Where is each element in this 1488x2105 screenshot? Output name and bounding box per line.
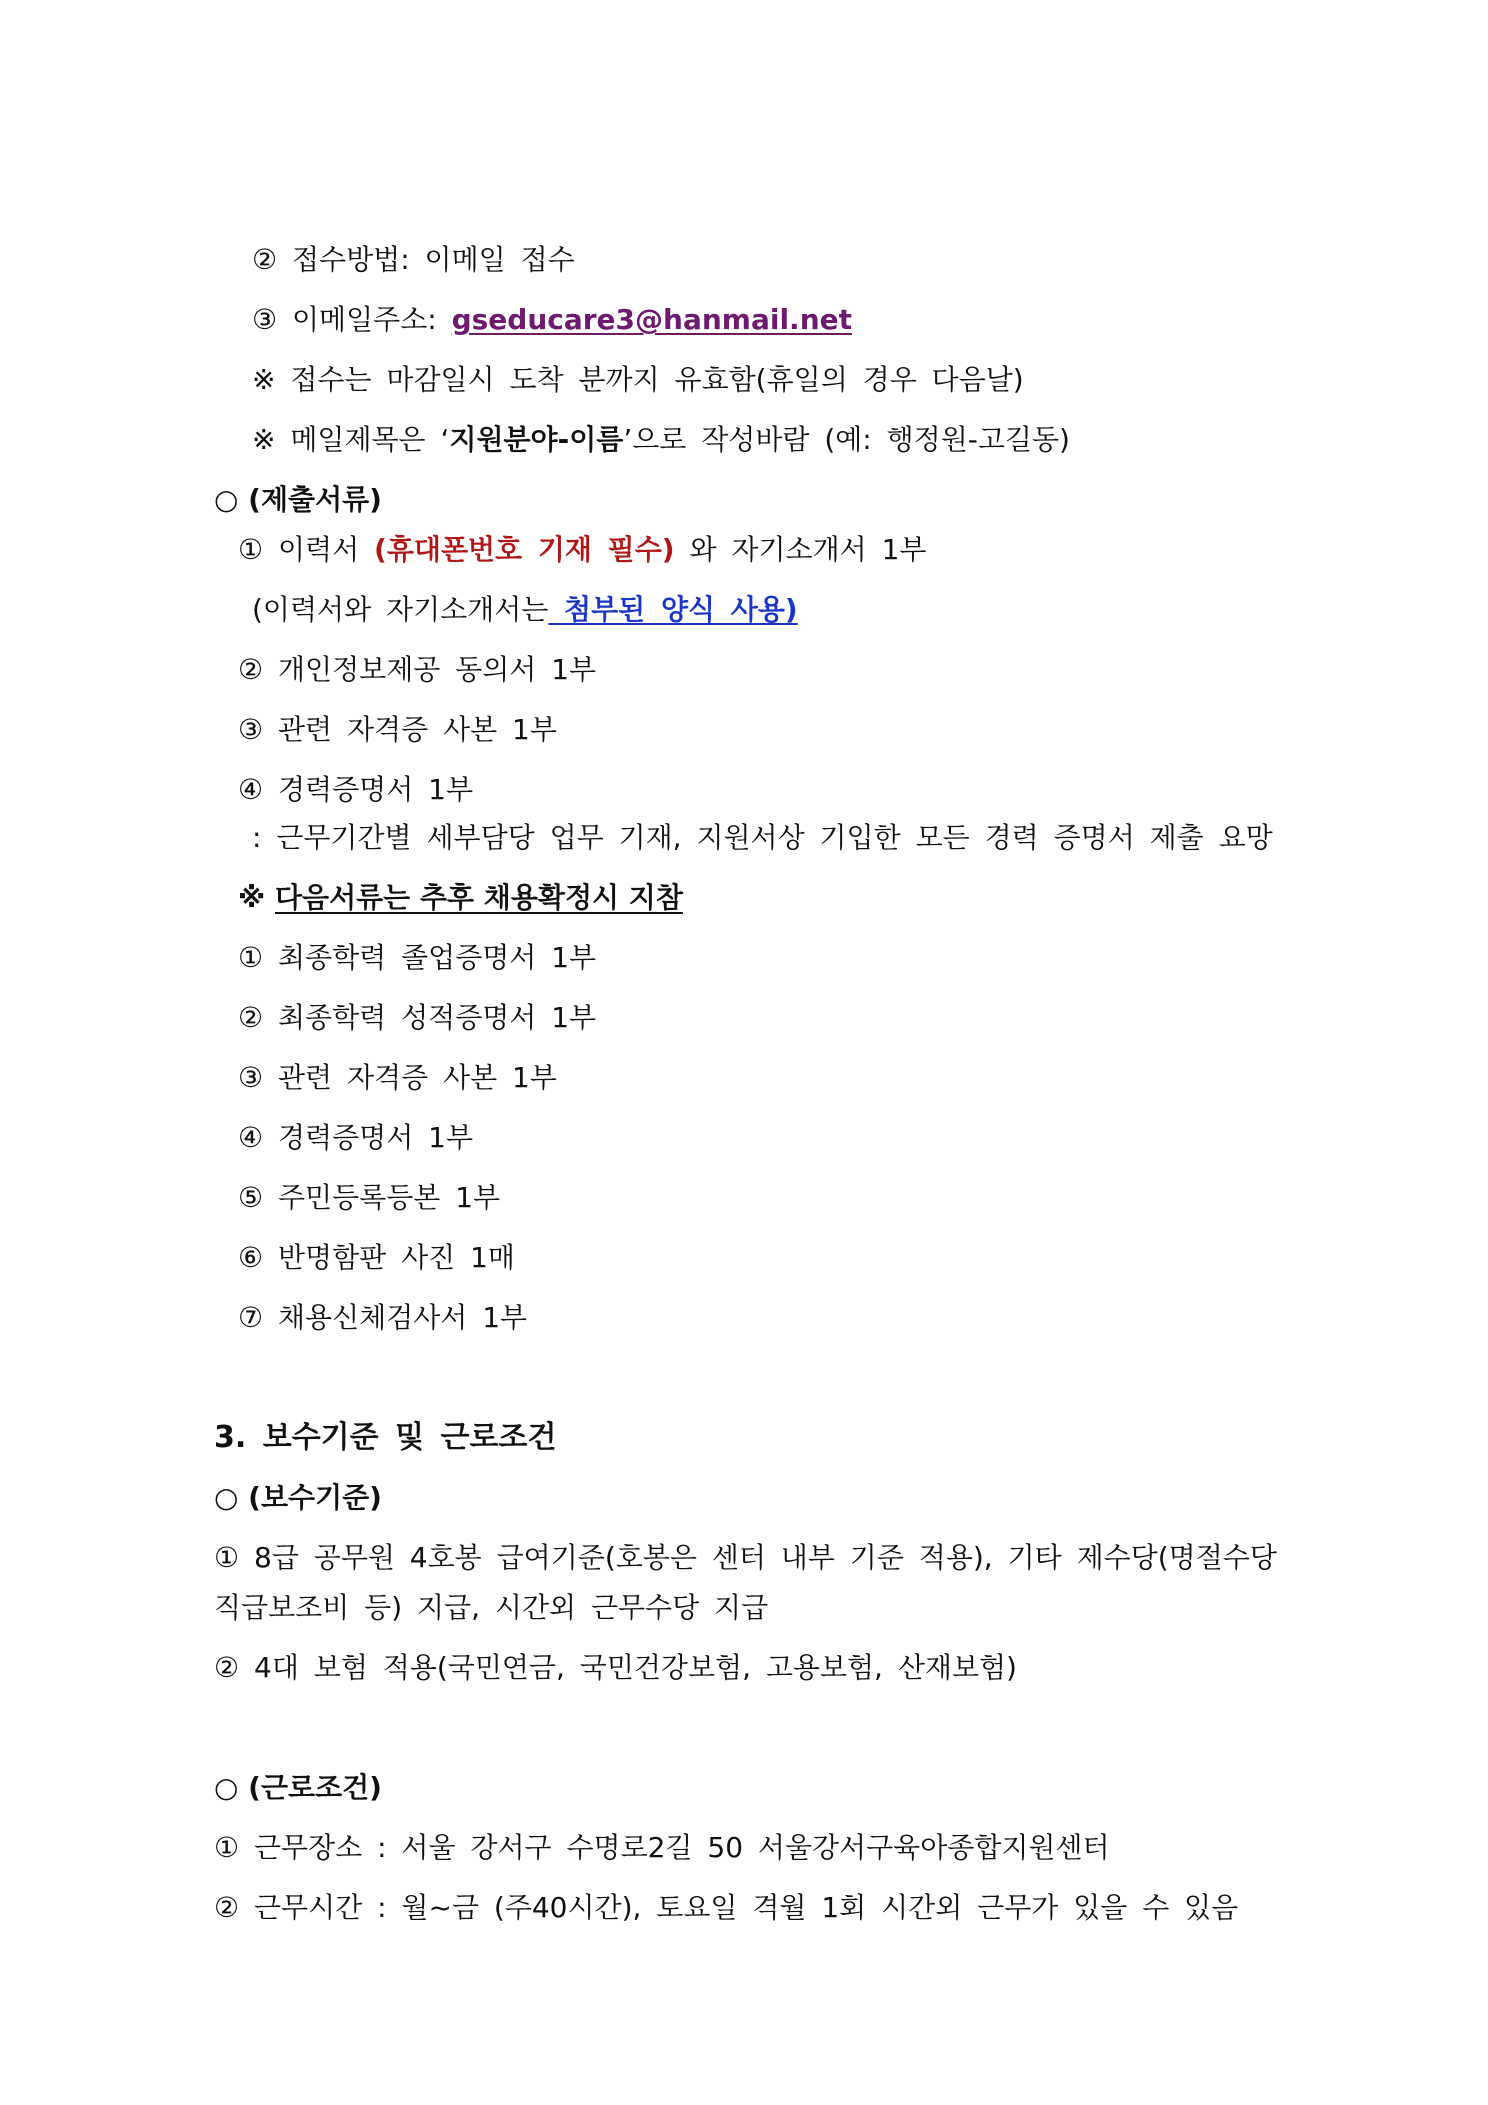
email-link[interactable]: gseducare3@hanmail.net <box>451 303 852 336</box>
documents-item-career: ④ 경력증명서 1부 <box>238 773 474 806</box>
documents-item-resume-note: (이력서와 자기소개서는 첨부된 양식 사용) <box>252 593 798 626</box>
work-item-1: ① 근무장소 : 서울 강서구 수명로2길 50 서울강서구육아종합지원센터 <box>214 1831 1110 1864</box>
documents-item-career-note: : 근무기간별 세부담당 업무 기재, 지원서상 기입한 모든 경력 증명서 제출 요망 <box>252 821 1273 854</box>
later-documents-heading: ※ 다음서류는 추후 채용확정시 지참 <box>238 881 683 914</box>
documents-heading: ○ (제출서류) <box>214 483 382 516</box>
subject-format: 지원분야-이름 <box>449 423 624 456</box>
pay-item-1: ① 8급 공무원 4호봉 급여기준(호봉은 센터 내부 기준 적용), 기타 제수당(명절수당 <box>214 1541 1277 1574</box>
work-item-2: ② 근무시간 : 월~금 (주40시간), 토요일 격월 1회 시간외 근무가 있을 수 있음 <box>214 1891 1239 1924</box>
later-item: ⑥ 반명함판 사진 1매 <box>238 1241 515 1274</box>
application-note-subject: ※ 메일제목은 ‘지원분야-이름’으로 작성바람 (예: 행정원-고길동) <box>252 423 1070 456</box>
later-item: ② 최종학력 성적증명서 1부 <box>238 1001 597 1034</box>
later-item: ⑤ 주민등록등본 1부 <box>238 1181 501 1214</box>
documents-item-consent: ② 개인정보제공 동의서 1부 <box>238 653 597 686</box>
documents-item-resume: ① 이력서 (휴대폰번호 기재 필수) 와 자기소개서 1부 <box>238 533 927 566</box>
application-method: ② 접수방법: 이메일 접수 <box>252 243 575 276</box>
later-item: ④ 경력증명서 1부 <box>238 1121 474 1154</box>
phone-required-note: (휴대폰번호 기재 필수) <box>374 533 675 566</box>
application-note-deadline: ※ 접수는 마감일시 도착 분까지 유효함(휴일의 경우 다음날) <box>252 363 1024 396</box>
email-label: ③ 이메일주소: <box>252 303 452 336</box>
later-item: ③ 관련 자격증 사본 1부 <box>238 1061 557 1094</box>
documents-item-license: ③ 관련 자격증 사본 1부 <box>238 713 557 746</box>
pay-item-2: ② 4대 보험 적용(국민연금, 국민건강보험, 고용보험, 산재보험) <box>214 1651 1017 1684</box>
section-3-title: 3. 보수기준 및 근로조건 <box>214 1420 557 1455</box>
pay-item-1-cont: 직급보조비 등) 지급, 시간외 근무수당 지급 <box>214 1591 769 1624</box>
work-heading: ○ (근로조건) <box>214 1771 382 1804</box>
attached-form-link[interactable]: 첨부된 양식 사용) <box>548 593 798 626</box>
pay-heading: ○ (보수기준) <box>214 1481 382 1514</box>
application-email-line <box>252 300 852 340</box>
later-item: ① 최종학력 졸업증명서 1부 <box>238 941 597 974</box>
later-item: ⑦ 채용신체검사서 1부 <box>238 1301 528 1334</box>
